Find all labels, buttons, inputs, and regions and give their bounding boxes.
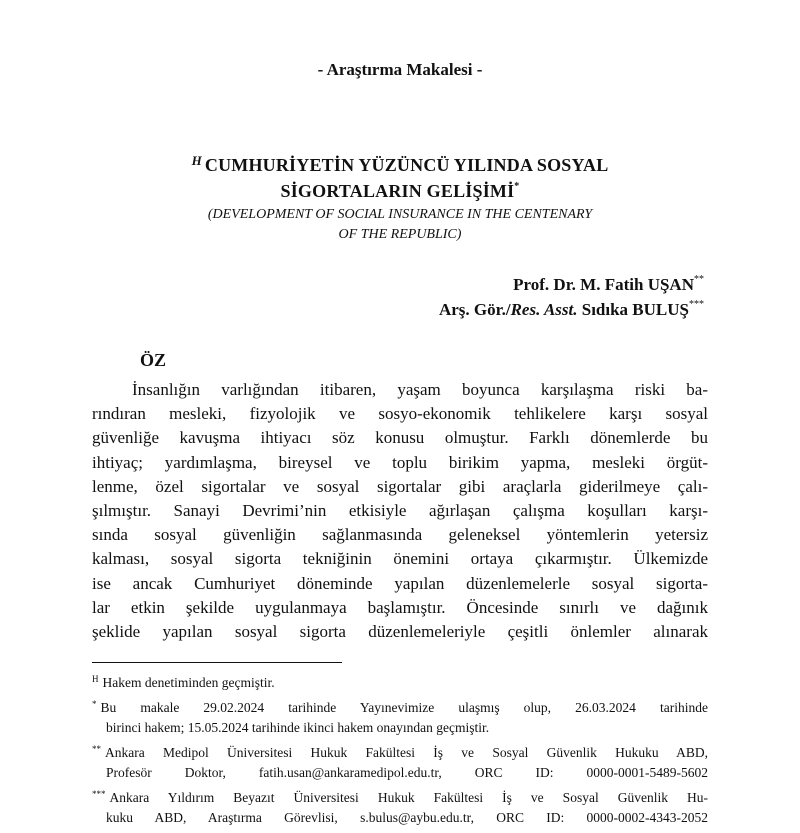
footnote-double-star: ** Ankara Medipol Üniversitesi Hukuk Fakültesi İş ve Sosyal Güvenlik Hukuku ABD, Profesör Doktor, fatih.usan@ankaramedipol.edu.tr, ORC ID: 0000-0001-5489-5602 xyxy=(92,744,708,780)
footnote-star: * Bu makale 29.02.2024 tarihinde Yayınevimize ulaşmış olup, 26.03.2024 tarihinde birinci hakem; 15.05.2024 tarihinde ikinci hakem onayından geçmiştir. xyxy=(92,699,708,735)
abstract-line: güvenliğe kavuşma ihtiyacı söz konusu olmuştur. Farklı dönemlerde bu xyxy=(92,428,708,448)
abstract-heading: ÖZ xyxy=(140,350,167,370)
abstract-line: ihtiyaç; yardımlaşma, bireysel ve toplu birikim yapma, mesleki örgüt- xyxy=(92,452,708,472)
abstract-body xyxy=(92,378,708,644)
article-subtitle xyxy=(150,205,650,245)
abstract-line: şılmıştır. Sanayi Devrimi’nin etkisiyle ağırlaşan çalışma koşulları karşı- xyxy=(92,501,708,521)
subtitle-line-2: OF THE REPUBLIC) xyxy=(338,227,462,242)
section-label: - Araştırma Makalesi - xyxy=(317,60,483,79)
title-line-2: SİGORTALARIN GELİŞİMİ* xyxy=(280,181,520,201)
footnote-triple-star: *** Ankara Yıldırım Beyazıt Üniversitesi Hukuk Fakültesi İş ve Sosyal Güvenlik Hu- kuku ABD, Araştırma Görevlisi, s.bulus@aybu.edu.tr, ORC ID: 0000-0002-4343-2052 xyxy=(92,789,708,825)
subtitle-line-1: (DEVELOPMENT OF SOCIAL INSURANCE IN THE CENTENARY xyxy=(207,207,593,222)
author-1: Prof. Dr. M. Fatih UŞAN** xyxy=(513,274,704,294)
footnote-h: $^H$ Hakem denetiminden geçmiştir. xyxy=(92,674,275,690)
article-title xyxy=(140,148,660,204)
abstract-line: ise ancak Cumhuriyet döneminde yapılan düzenlemelerle sosyal sigorta- xyxy=(92,573,708,593)
abstract-line: lenme, özel sigortalar ve sosyal sigortalar gibi araçlarla giderilmeye çalı- xyxy=(92,476,708,496)
footnote-divider xyxy=(92,662,342,663)
author-block xyxy=(439,272,704,322)
author-2: Arş. Gör./Res. Asst. Sıdıka BULUŞ*** xyxy=(438,299,704,319)
abstract-line: kalması, sosyal sigorta tekniğinin önemini ortaya çıkarmıştır. Ülkemizde xyxy=(92,549,708,569)
abstract-line: şeklide yapılan sosyal sigorta düzenlemeleriyle çeşitli önlemler alınarak xyxy=(92,622,708,642)
abstract-line: İnsanlığın varlığından itibaren, yaşam boyunca karşılaşma riski ba- xyxy=(132,380,708,399)
footnotes xyxy=(92,673,708,833)
title-marker: H xyxy=(191,153,202,168)
abstract-line: sında sosyal güvenliğin sağlanmasında geleneksel yöntemlerin yetersiz xyxy=(92,525,708,545)
abstract-line: lar etkin şekilde uygulanmaya başlamıştır. Öncesinde sınırlı ve dağınık xyxy=(92,597,708,617)
abstract-line: rındıran mesleki, fizyolojik ve sosyo-ekonomik tehlikelere karşı sosyal xyxy=(92,404,708,424)
title-line-1: $^H$ CUMHURİYETİN YÜZÜNCÜ YILINDA SOSYAL xyxy=(191,153,609,175)
title-footnote-mark: * xyxy=(514,181,520,192)
